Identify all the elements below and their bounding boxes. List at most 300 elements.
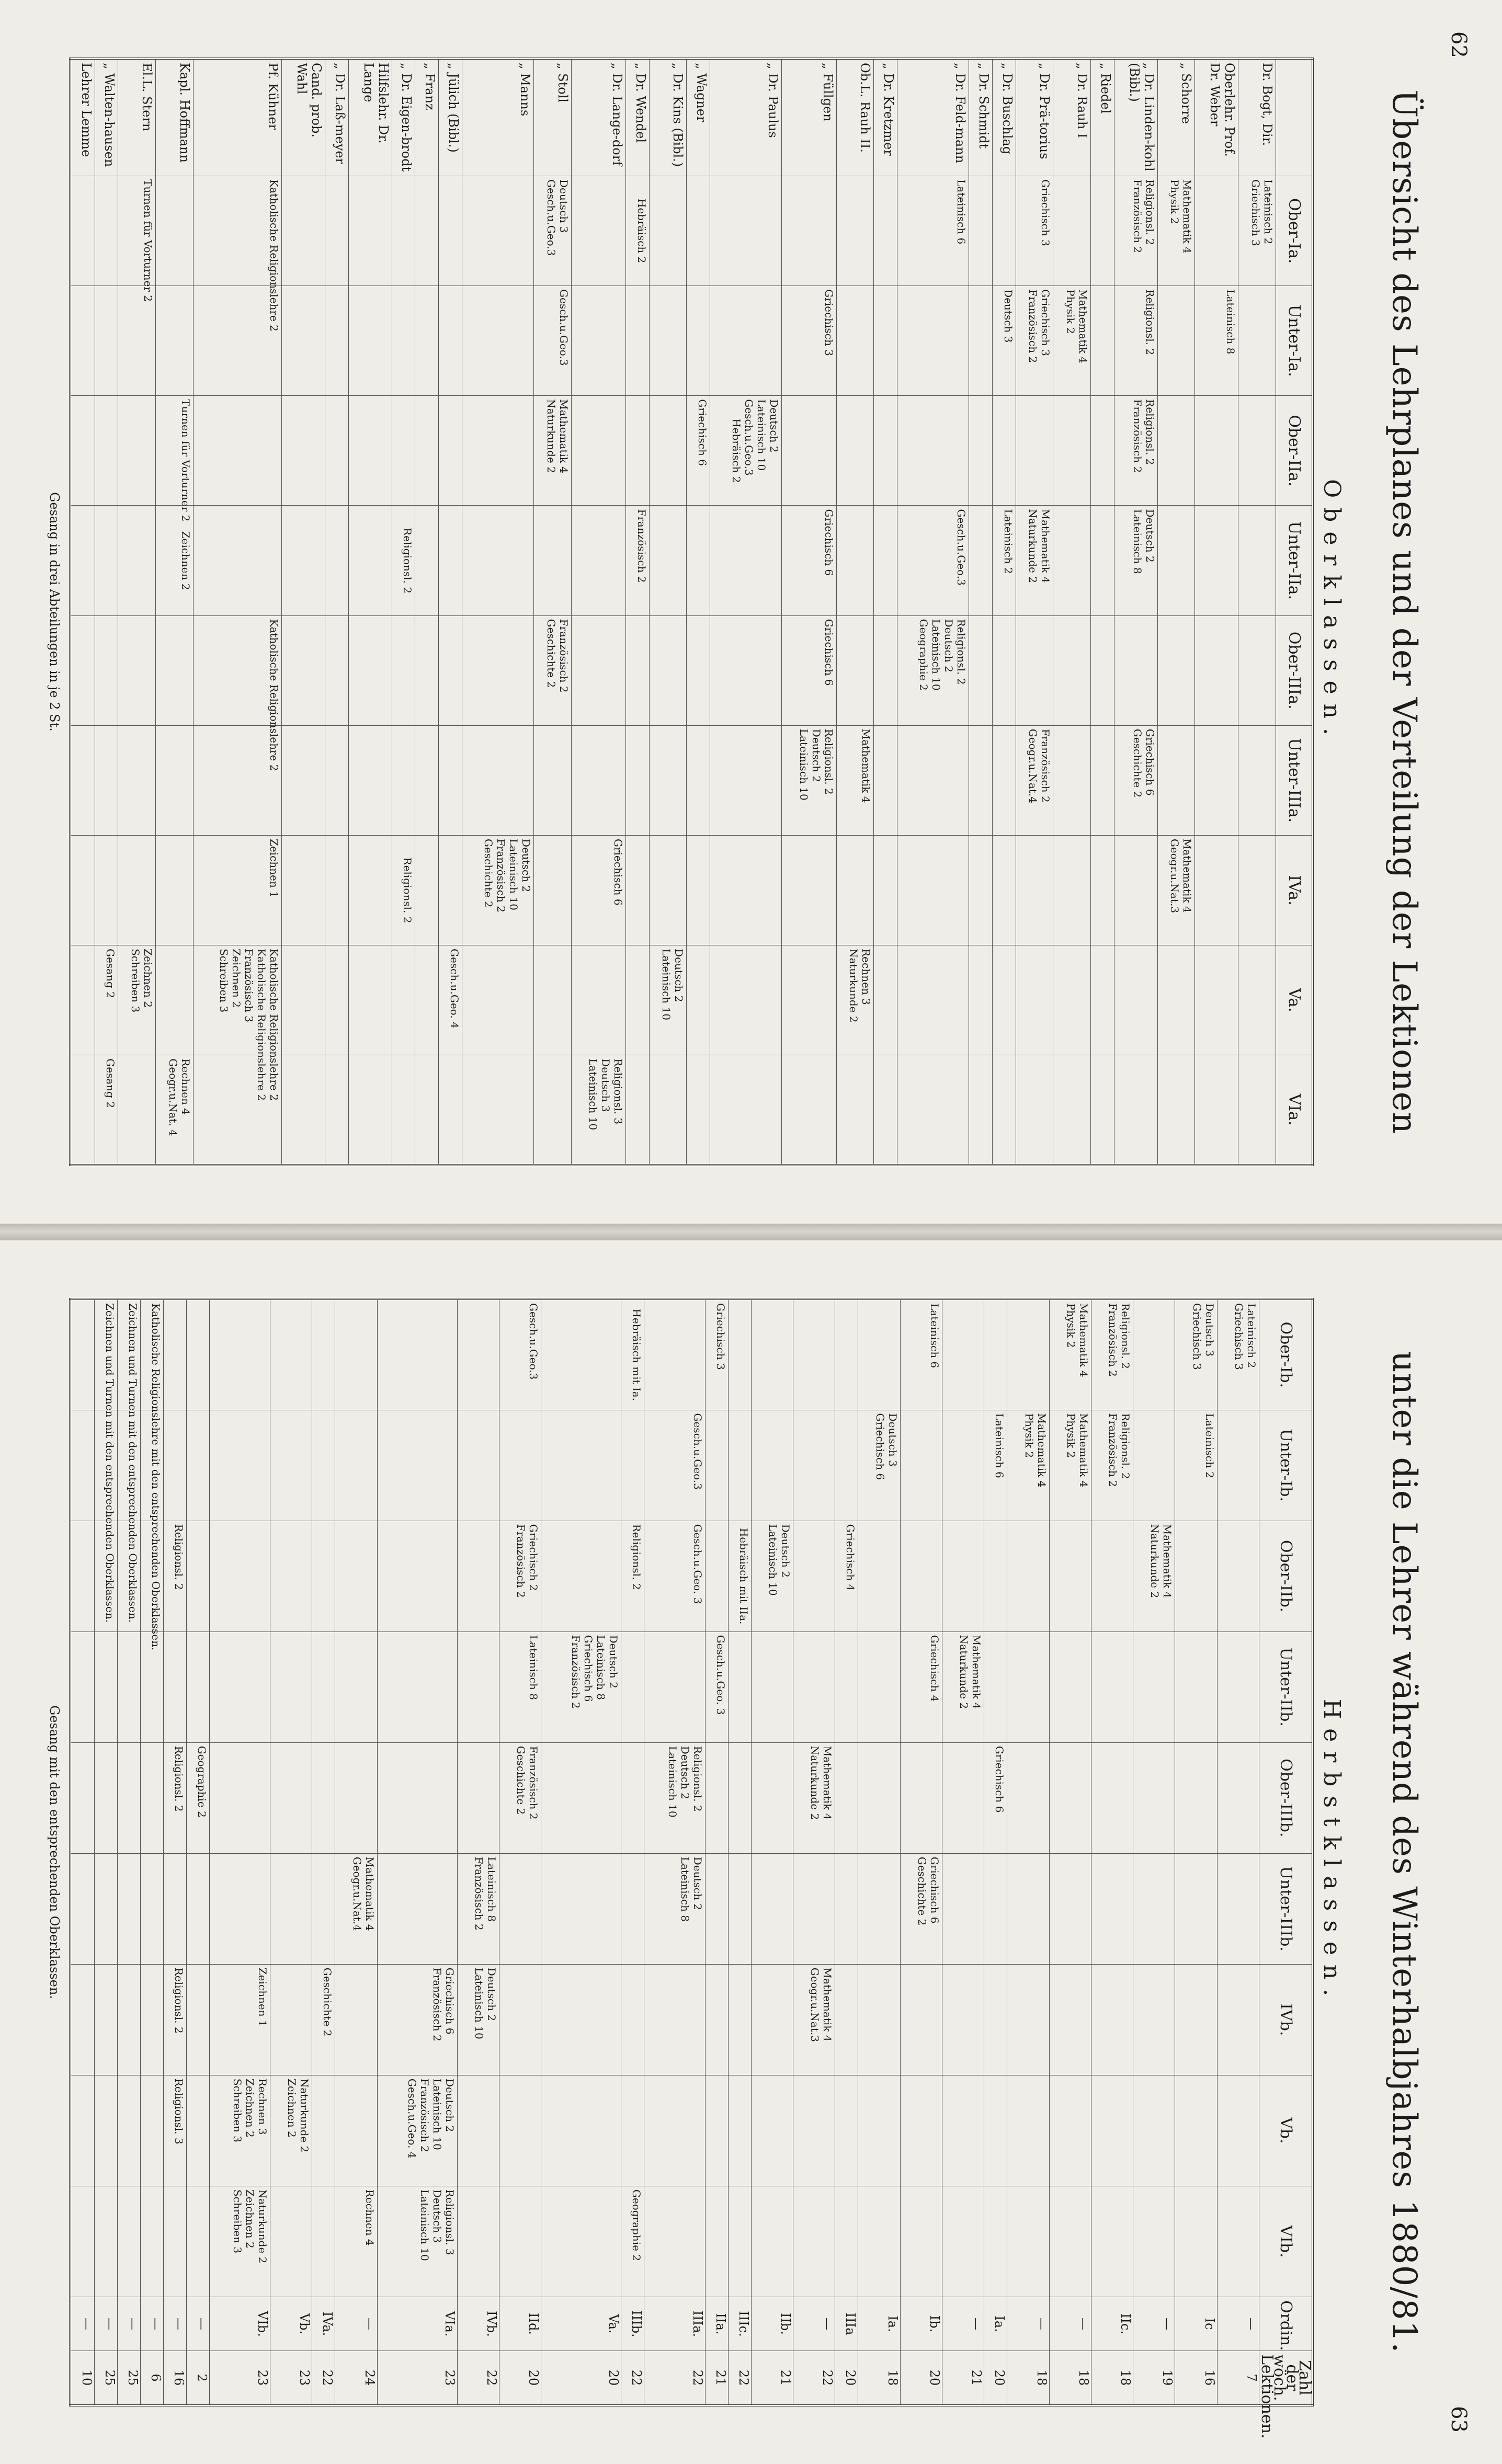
table-row xyxy=(1217,1299,1259,2405)
lesson-cell xyxy=(163,1964,186,2075)
lesson-cell xyxy=(942,1521,984,1632)
lesson-entry: Französisch 2 xyxy=(418,2078,431,2152)
lesson-cell xyxy=(270,1632,312,1742)
lesson-table-herbstklassen xyxy=(69,1298,1314,2439)
lesson-cell xyxy=(1091,2186,1133,2297)
lesson-entry: Lateinisch 10 xyxy=(666,1746,679,1818)
lesson-cell xyxy=(541,2075,621,2186)
lesson-cell xyxy=(687,396,710,506)
lesson-entry: Gesch.u.Geo.3 xyxy=(527,1303,540,1380)
lesson-entry: Gesch.u.Geo. 4 xyxy=(448,949,461,1029)
lesson-cell xyxy=(900,1299,942,1410)
lesson-cell xyxy=(836,835,874,945)
lesson-entry: VIa. xyxy=(442,2311,457,2337)
lesson-entry: Griechisch 3 xyxy=(1039,179,1052,246)
lesson-entry: Mathematik 4 xyxy=(821,1967,834,2042)
lesson-entry: Griechisch 3 xyxy=(822,289,835,356)
lesson-cell xyxy=(710,1055,782,1165)
lesson-cell xyxy=(270,1410,312,1521)
table-row xyxy=(163,1299,186,2405)
lesson-entry: 22 xyxy=(736,2369,751,2386)
lesson-cell xyxy=(835,1632,858,1742)
lesson-cell xyxy=(156,725,194,835)
shared-lesson-note: Hebräisch 2 xyxy=(635,198,648,264)
lesson-entry: Deutsch 3 xyxy=(1203,1303,1216,1357)
lesson-entry: Rechnen 3 xyxy=(256,2078,269,2135)
lesson-entry: Deutsch 2 xyxy=(1143,509,1156,563)
lesson-cell xyxy=(858,1964,900,2075)
lesson-cell xyxy=(94,1742,117,1853)
lesson-cell xyxy=(118,945,156,1055)
lesson-cell xyxy=(705,1299,728,1410)
teacher-name: Pf. Kühner xyxy=(193,59,281,176)
lesson-count-cell xyxy=(728,2351,751,2406)
table-row xyxy=(1016,59,1053,1165)
lesson-cell xyxy=(705,1632,728,1742)
lesson-cell xyxy=(209,1521,270,1632)
lesson-entry: 2 xyxy=(194,2374,209,2382)
lesson-cell xyxy=(415,725,439,835)
lesson-cell xyxy=(710,286,782,396)
lesson-entry: Deutsch 2 xyxy=(485,1967,498,2021)
lesson-cell xyxy=(710,615,782,725)
ordinarius-cell xyxy=(900,2297,942,2351)
lesson-cell xyxy=(969,506,993,615)
lesson-cell xyxy=(1217,1521,1259,1632)
ordinarius-cell xyxy=(186,2297,209,2351)
lesson-cell xyxy=(835,1410,858,1521)
page-62-content xyxy=(0,0,1502,1224)
lesson-cell xyxy=(1053,396,1091,506)
lesson-entry: 25 xyxy=(102,2369,117,2386)
lesson-cell xyxy=(644,1853,706,1964)
lesson-cell xyxy=(644,1632,706,1742)
lesson-cell xyxy=(1007,1742,1049,1853)
lesson-cell xyxy=(836,396,874,506)
lesson-cell xyxy=(457,1410,499,1521)
lesson-entry: Religionsl. 2 xyxy=(822,728,835,795)
lesson-cell xyxy=(897,945,969,1055)
table-row xyxy=(625,59,649,1165)
lesson-cell xyxy=(462,725,533,835)
lesson-cell xyxy=(117,1742,140,1853)
table-row xyxy=(1007,1299,1049,2405)
table-row xyxy=(209,1299,270,2405)
lesson-cell xyxy=(942,1299,984,1410)
lesson-cell xyxy=(462,176,533,286)
lesson-cell xyxy=(325,615,349,725)
lesson-cell xyxy=(836,286,874,396)
shared-lesson-note: Zeichnen und Turnen mit den entsprechenden Oberklassen. xyxy=(126,1303,139,1623)
lesson-entry: Deutsch 2 xyxy=(443,2078,456,2132)
table-row xyxy=(1157,59,1195,1165)
lesson-cell xyxy=(140,1299,163,1651)
lesson-entry: Schreiben 3 xyxy=(218,949,231,1013)
lesson-cell xyxy=(415,176,439,286)
lesson-cell xyxy=(1217,1299,1259,1410)
column-header: Va. xyxy=(1276,945,1313,1055)
lesson-entry: Deutsch 3 xyxy=(430,2189,443,2243)
lesson-count-cell xyxy=(1049,2351,1091,2406)
lesson-cell xyxy=(625,1055,649,1165)
lesson-cell xyxy=(348,615,392,725)
page-title: unter die Lehrer während des Winterhalbjahres 1880/81. xyxy=(1385,1351,1424,2354)
lesson-entry: Griechisch 2 xyxy=(527,1524,540,1591)
lesson-entry: Geschichte 2 xyxy=(915,1856,928,1926)
lesson-cell xyxy=(462,615,533,725)
lesson-entry: Geschichte 2 xyxy=(482,838,495,908)
lesson-cell xyxy=(1114,615,1157,725)
lesson-cell xyxy=(900,2075,942,2186)
lesson-cell xyxy=(1007,1410,1049,1521)
lesson-cell xyxy=(462,945,533,1055)
lesson-cell xyxy=(415,396,439,506)
lesson-cell xyxy=(462,835,533,945)
lesson-entry: — xyxy=(1034,2318,1049,2330)
lesson-cell xyxy=(1157,396,1195,506)
teacher-name: „ Dr. Paulus xyxy=(710,59,782,176)
lesson-count-cell xyxy=(186,2351,209,2406)
lesson-cell xyxy=(1133,2186,1175,2297)
lesson-cell xyxy=(793,1632,835,1742)
table-row xyxy=(377,1299,457,2405)
lesson-cell xyxy=(992,176,1016,286)
lesson-cell xyxy=(897,396,969,506)
shared-lesson-note: Religionsl. 2 xyxy=(401,857,414,923)
lesson-cell xyxy=(392,286,415,396)
lesson-cell xyxy=(1007,2186,1049,2297)
lesson-count-cell xyxy=(705,2351,728,2406)
lesson-entry: Griechisch 6 xyxy=(822,619,835,686)
lesson-entry: 24 xyxy=(362,2369,377,2386)
lesson-cell xyxy=(1049,2075,1091,2186)
table-row xyxy=(705,1299,728,2405)
lesson-entry: Naturkunde 2 xyxy=(1148,1524,1162,1599)
lesson-cell xyxy=(163,1521,186,1632)
lesson-count-cell xyxy=(457,2351,499,2406)
lesson-cell xyxy=(94,2186,117,2297)
lesson-entry: 20 xyxy=(992,2369,1007,2386)
table-row xyxy=(1175,1299,1217,2405)
lesson-cell xyxy=(325,945,349,1055)
lesson-cell xyxy=(462,506,533,615)
table-row xyxy=(282,59,325,1165)
column-header: Unter-IIIa. xyxy=(1276,725,1313,835)
table-row xyxy=(541,1299,621,2405)
lesson-cell xyxy=(897,286,969,396)
lesson-cell xyxy=(1091,176,1114,286)
lesson-cell xyxy=(457,1742,499,1853)
lesson-entry: Französisch 3 xyxy=(243,949,256,1023)
lesson-entry: Lateinisch 8 xyxy=(485,1856,498,1922)
lesson-cell xyxy=(728,2075,751,2186)
lesson-cell xyxy=(325,176,349,286)
lesson-entry: Geogr.u.Nat.4 xyxy=(1027,728,1040,803)
lesson-cell xyxy=(621,2186,644,2297)
lesson-cell xyxy=(118,176,156,302)
lesson-cell xyxy=(897,506,969,615)
lesson-cell xyxy=(117,1853,140,1964)
lesson-entry: Französisch 2 xyxy=(1131,179,1144,253)
lesson-cell xyxy=(70,1521,94,1632)
lesson-cell xyxy=(312,1521,335,1632)
lesson-cell xyxy=(644,1299,706,1410)
lesson-cell xyxy=(1114,725,1157,835)
lesson-cell xyxy=(1114,1055,1157,1165)
lesson-cell xyxy=(499,2186,541,2297)
lesson-cell xyxy=(793,2186,835,2297)
lesson-entry: Deutsch 2 xyxy=(768,399,781,453)
teacher-name: „ Dr. Rauh I xyxy=(1053,59,1091,176)
lesson-cell xyxy=(705,1521,728,1632)
lesson-cell xyxy=(625,506,649,615)
lesson-cell xyxy=(499,1632,541,1742)
column-header: IVb. xyxy=(1259,1964,1313,2075)
lesson-cell xyxy=(541,2186,621,2297)
lesson-cell xyxy=(282,506,325,615)
shared-lesson-note: Katholische Religionslehre 2 xyxy=(268,179,281,332)
ordinarius-cell xyxy=(70,2297,94,2351)
lesson-entry: Naturkunde 2 xyxy=(298,2078,311,2153)
lesson-entry: Französisch 2 xyxy=(635,509,648,583)
lesson-cell xyxy=(462,1055,533,1165)
lesson-entry: Lateinisch 8 xyxy=(527,1635,540,1700)
lesson-cell xyxy=(649,176,687,286)
lesson-cell xyxy=(325,725,349,835)
lesson-cell xyxy=(186,1742,209,1853)
lesson-cell xyxy=(1175,1410,1217,1521)
lesson-entry: 22 xyxy=(820,2369,835,2386)
lesson-cell xyxy=(95,725,118,835)
lesson-cell xyxy=(1049,1964,1091,2075)
lesson-cell xyxy=(186,2186,209,2297)
lesson-cell xyxy=(874,835,897,945)
lesson-cell xyxy=(118,615,156,725)
lesson-cell xyxy=(705,1410,728,1521)
lesson-cell xyxy=(1091,2075,1133,2186)
lesson-cell xyxy=(1091,1299,1133,1410)
table-row xyxy=(1238,59,1276,1165)
ordinarius-cell xyxy=(621,2297,644,2351)
table-row xyxy=(186,1299,209,2405)
lesson-count-cell xyxy=(70,2351,94,2406)
lesson-entry: IVb. xyxy=(484,2311,499,2337)
lesson-entry: Lateinisch 2 xyxy=(1245,1303,1258,1368)
lesson-cell xyxy=(782,1055,836,1165)
lesson-cell xyxy=(728,1742,751,1853)
lesson-cell xyxy=(625,835,649,945)
lesson-cell xyxy=(793,1410,835,1521)
column-header: Ober-IIIa. xyxy=(1276,615,1313,725)
lesson-cell xyxy=(897,615,969,725)
column-header: Zahl der wöch. Lektionen. xyxy=(1259,2351,1313,2406)
lesson-entry: 16 xyxy=(1202,2369,1217,2386)
lesson-cell xyxy=(644,1964,706,2075)
lesson-cell xyxy=(462,286,533,396)
lesson-entry: Lateinisch 6 xyxy=(993,1413,1006,1478)
lesson-cell xyxy=(625,945,649,1055)
lesson-entry: 22 xyxy=(690,2369,705,2386)
lesson-cell xyxy=(836,1055,874,1165)
lesson-cell xyxy=(649,396,687,506)
lesson-entry: Mathematik 4 xyxy=(860,728,873,803)
shared-lesson-note: Hebräisch mit Ia. xyxy=(630,1308,643,1401)
table-row xyxy=(270,1299,312,2405)
table-row xyxy=(70,1299,94,2405)
lesson-cell xyxy=(1053,286,1091,396)
lesson-cell xyxy=(782,506,836,615)
lesson-cell xyxy=(392,725,415,835)
ordinarius-cell xyxy=(751,2297,793,2351)
lesson-entry: Gesch.u.Geo.3 xyxy=(955,509,968,586)
lesson-count-cell xyxy=(541,2351,621,2406)
lesson-cell xyxy=(193,396,281,506)
lesson-cell xyxy=(439,945,462,1055)
lesson-cell xyxy=(649,286,687,396)
lesson-cell xyxy=(499,1853,541,1964)
lesson-cell xyxy=(1114,286,1157,396)
lesson-entry: Schreiben 3 xyxy=(129,949,142,1013)
lesson-cell xyxy=(644,1521,706,1632)
lesson-count-cell xyxy=(751,2351,793,2406)
lesson-cell xyxy=(728,1521,751,1632)
lesson-entry: Griechisch 6 xyxy=(696,399,709,466)
lesson-cell xyxy=(270,1521,312,1632)
ordinarius-cell xyxy=(312,2297,335,2351)
lesson-cell xyxy=(335,1410,377,1521)
lesson-entry: 6 xyxy=(148,2374,163,2382)
lesson-cell xyxy=(969,1055,993,1165)
lesson-cell xyxy=(270,1299,312,1410)
lesson-entry: Ib. xyxy=(927,2315,942,2333)
lesson-cell xyxy=(782,725,836,835)
lesson-cell xyxy=(782,286,836,396)
lesson-count-cell xyxy=(1091,2351,1133,2406)
lesson-cell xyxy=(392,176,415,286)
lesson-cell xyxy=(156,506,194,615)
lesson-cell xyxy=(897,176,969,286)
table-row xyxy=(621,1299,644,2405)
lesson-cell xyxy=(95,506,118,615)
lesson-entry: Gesch.u.Geo. 4 xyxy=(405,2078,418,2159)
lesson-cell xyxy=(1114,835,1157,945)
lesson-cell xyxy=(282,286,325,396)
lesson-cell xyxy=(1049,1299,1091,1410)
lesson-entry: Zeichnen 1 xyxy=(256,1967,269,2027)
lesson-cell xyxy=(533,506,571,615)
lesson-cell xyxy=(1091,1055,1114,1165)
lesson-entry: Religionsl. 2 xyxy=(1143,399,1156,465)
lesson-cell xyxy=(900,2186,942,2297)
teacher-name: „ Dr. Buschlag xyxy=(992,59,1016,176)
lesson-cell xyxy=(984,1742,1007,1853)
lesson-cell xyxy=(1238,725,1276,835)
footnote: Gesang mit den entsprechenden Oberklassen. xyxy=(47,1705,62,1999)
lesson-cell xyxy=(1157,615,1195,725)
lesson-cell xyxy=(377,1964,457,2075)
lesson-cell xyxy=(335,2186,377,2297)
lesson-cell xyxy=(835,2186,858,2297)
shared-lesson-note: Katholische Religionslehre 2 xyxy=(268,949,281,1101)
shared-lesson-note: Religionsl. 2 xyxy=(401,528,414,594)
lesson-cell xyxy=(644,2075,706,2186)
lesson-cell xyxy=(70,1055,95,1165)
lesson-cell xyxy=(793,1964,835,2075)
lesson-cell xyxy=(95,615,118,725)
table-row xyxy=(95,59,118,1165)
lesson-entry: IIa. xyxy=(713,2313,728,2335)
table-row xyxy=(415,59,439,1165)
lesson-entry: Ic xyxy=(1202,2318,1217,2330)
lesson-cell xyxy=(687,176,710,286)
lesson-cell xyxy=(793,1742,835,1853)
lesson-cell xyxy=(793,1521,835,1632)
column-header: VIb. xyxy=(1259,2186,1313,2297)
lesson-cell xyxy=(156,286,194,396)
lesson-cell xyxy=(186,1853,209,1964)
lesson-count-cell xyxy=(858,2351,900,2406)
lesson-entry: Französisch 2 xyxy=(1107,1303,1120,1377)
lesson-cell xyxy=(728,1964,751,2075)
teacher-name: Dr. Bogt, Dir. xyxy=(1238,59,1276,176)
lesson-cell xyxy=(415,615,439,725)
lesson-entry: Naturkunde 2 xyxy=(958,1635,971,1709)
ordinarius-cell xyxy=(1217,2297,1259,2351)
lesson-cell xyxy=(439,615,462,725)
lesson-cell xyxy=(621,1299,644,1410)
lesson-cell xyxy=(156,835,194,945)
lesson-cell xyxy=(897,835,969,945)
table-row xyxy=(499,1299,541,2405)
lesson-cell xyxy=(335,1521,377,1632)
lesson-cell xyxy=(70,835,95,945)
lesson-cell xyxy=(193,176,281,332)
ordinarius-cell xyxy=(163,2297,186,2351)
lesson-cell xyxy=(1053,945,1091,1055)
lesson-entry: Vb. xyxy=(297,2313,312,2335)
lesson-cell xyxy=(1133,1964,1175,2075)
lesson-cell xyxy=(541,1853,621,1964)
lesson-cell xyxy=(457,1853,499,1964)
lesson-cell xyxy=(621,1521,644,1632)
lesson-cell xyxy=(270,2186,312,2297)
lesson-cell xyxy=(335,1742,377,1853)
table-row xyxy=(782,59,836,1165)
lesson-entry: Geogr.u.Nat. 4 xyxy=(166,1058,179,1136)
table-row xyxy=(644,1299,706,2405)
lesson-cell xyxy=(1238,506,1276,615)
lesson-cell xyxy=(415,506,439,615)
lesson-cell xyxy=(751,2075,793,2186)
teacher-name: „ Franz xyxy=(415,59,439,176)
lesson-cell xyxy=(1195,396,1238,506)
lesson-cell xyxy=(1049,1410,1091,1521)
lesson-cell xyxy=(156,945,194,1055)
lesson-cell xyxy=(377,1853,457,1964)
lesson-entry: — xyxy=(1244,2318,1259,2330)
lesson-entry: Zeichnen 2 xyxy=(244,2189,257,2249)
lesson-cell xyxy=(415,286,439,396)
lesson-cell xyxy=(95,176,118,286)
ordinarius-cell xyxy=(117,2297,140,2351)
lesson-cell xyxy=(533,725,571,835)
lesson-cell xyxy=(117,2186,140,2297)
table-row xyxy=(156,59,194,1165)
lesson-cell xyxy=(1133,2075,1175,2186)
lesson-entry: Mathematik 4 xyxy=(821,1746,834,1820)
lesson-entry: Physik 2 xyxy=(1022,1413,1036,1458)
lesson-cell xyxy=(439,835,462,945)
